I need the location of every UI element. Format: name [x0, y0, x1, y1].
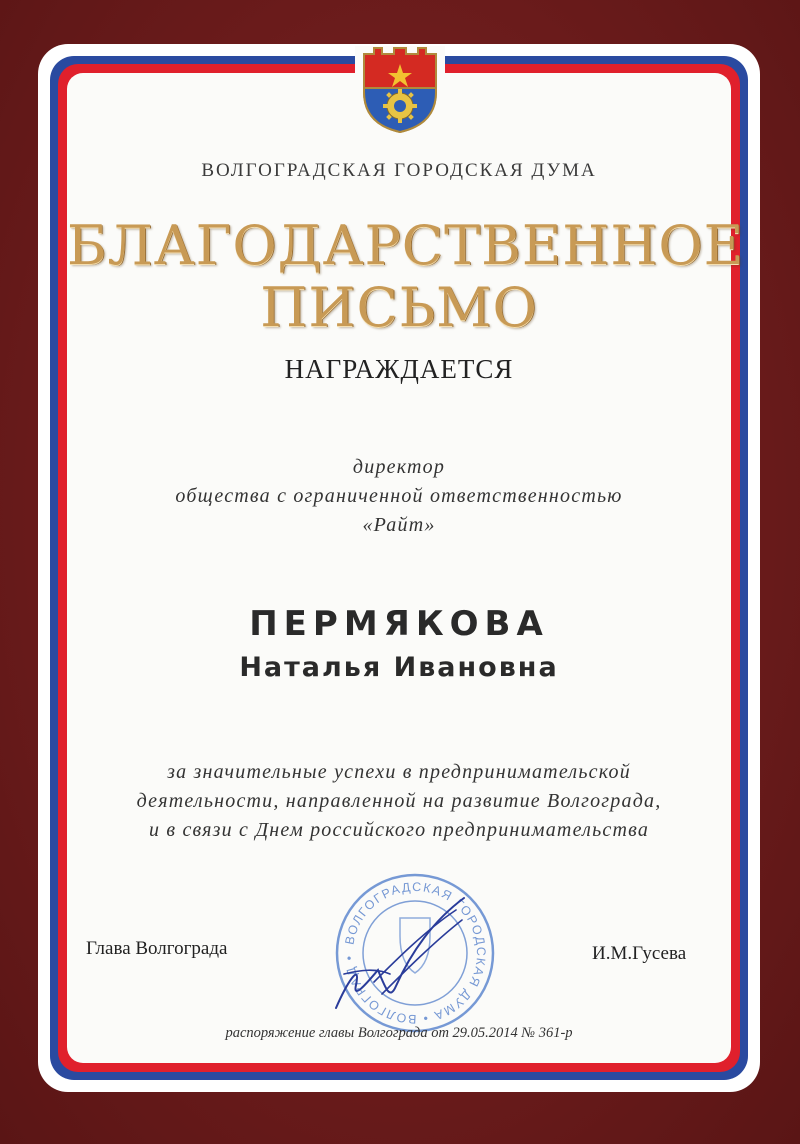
title-line-1: БЛАГОДАРСТВЕННОЕ [67, 214, 745, 277]
position-line: директор [352, 456, 446, 478]
reason-line: и в связи с Днем российского предпринимательства [148, 819, 650, 841]
title-line-2: ПИСЬМО [260, 276, 538, 339]
recipient-surname: ПЕРМЯКОВА [249, 604, 549, 644]
recipient-given-names: Наталья Ивановна [239, 652, 559, 683]
recipient-position [67, 453, 731, 540]
signatory-name: И.М.Гусева [592, 943, 687, 964]
issuer-name: ВОЛГОГРАДСКАЯ ГОРОДСКАЯ ДУМА [201, 160, 597, 181]
position-line: «Райт» [362, 514, 436, 536]
position-line: общества с ограниченной ответственностью [175, 485, 623, 507]
awarded-label: НАГРАЖДАЕТСЯ [284, 354, 514, 384]
reason-line: за значительные успехи в предпринимательской [167, 761, 631, 783]
reason-line: деятельности, направленной на развитие Волгограда, [136, 790, 662, 812]
signatory-title: Глава Волгограда [86, 938, 228, 959]
order-reference: распоряжение главы Волгограда от 29.05.2014 № 361-р [225, 1025, 573, 1041]
coat-of-arms-icon [355, 46, 445, 138]
svg-text:ВОЛГОГРАДСКАЯ ГОРОДСКАЯ ДУМА •: ВОЛГОГРАДСКАЯ ГОРОДСКАЯ ДУМА • ВОЛГОГРАД • [341, 879, 489, 1027]
handwritten-signature [316, 890, 476, 1020]
award-reason [67, 758, 731, 845]
